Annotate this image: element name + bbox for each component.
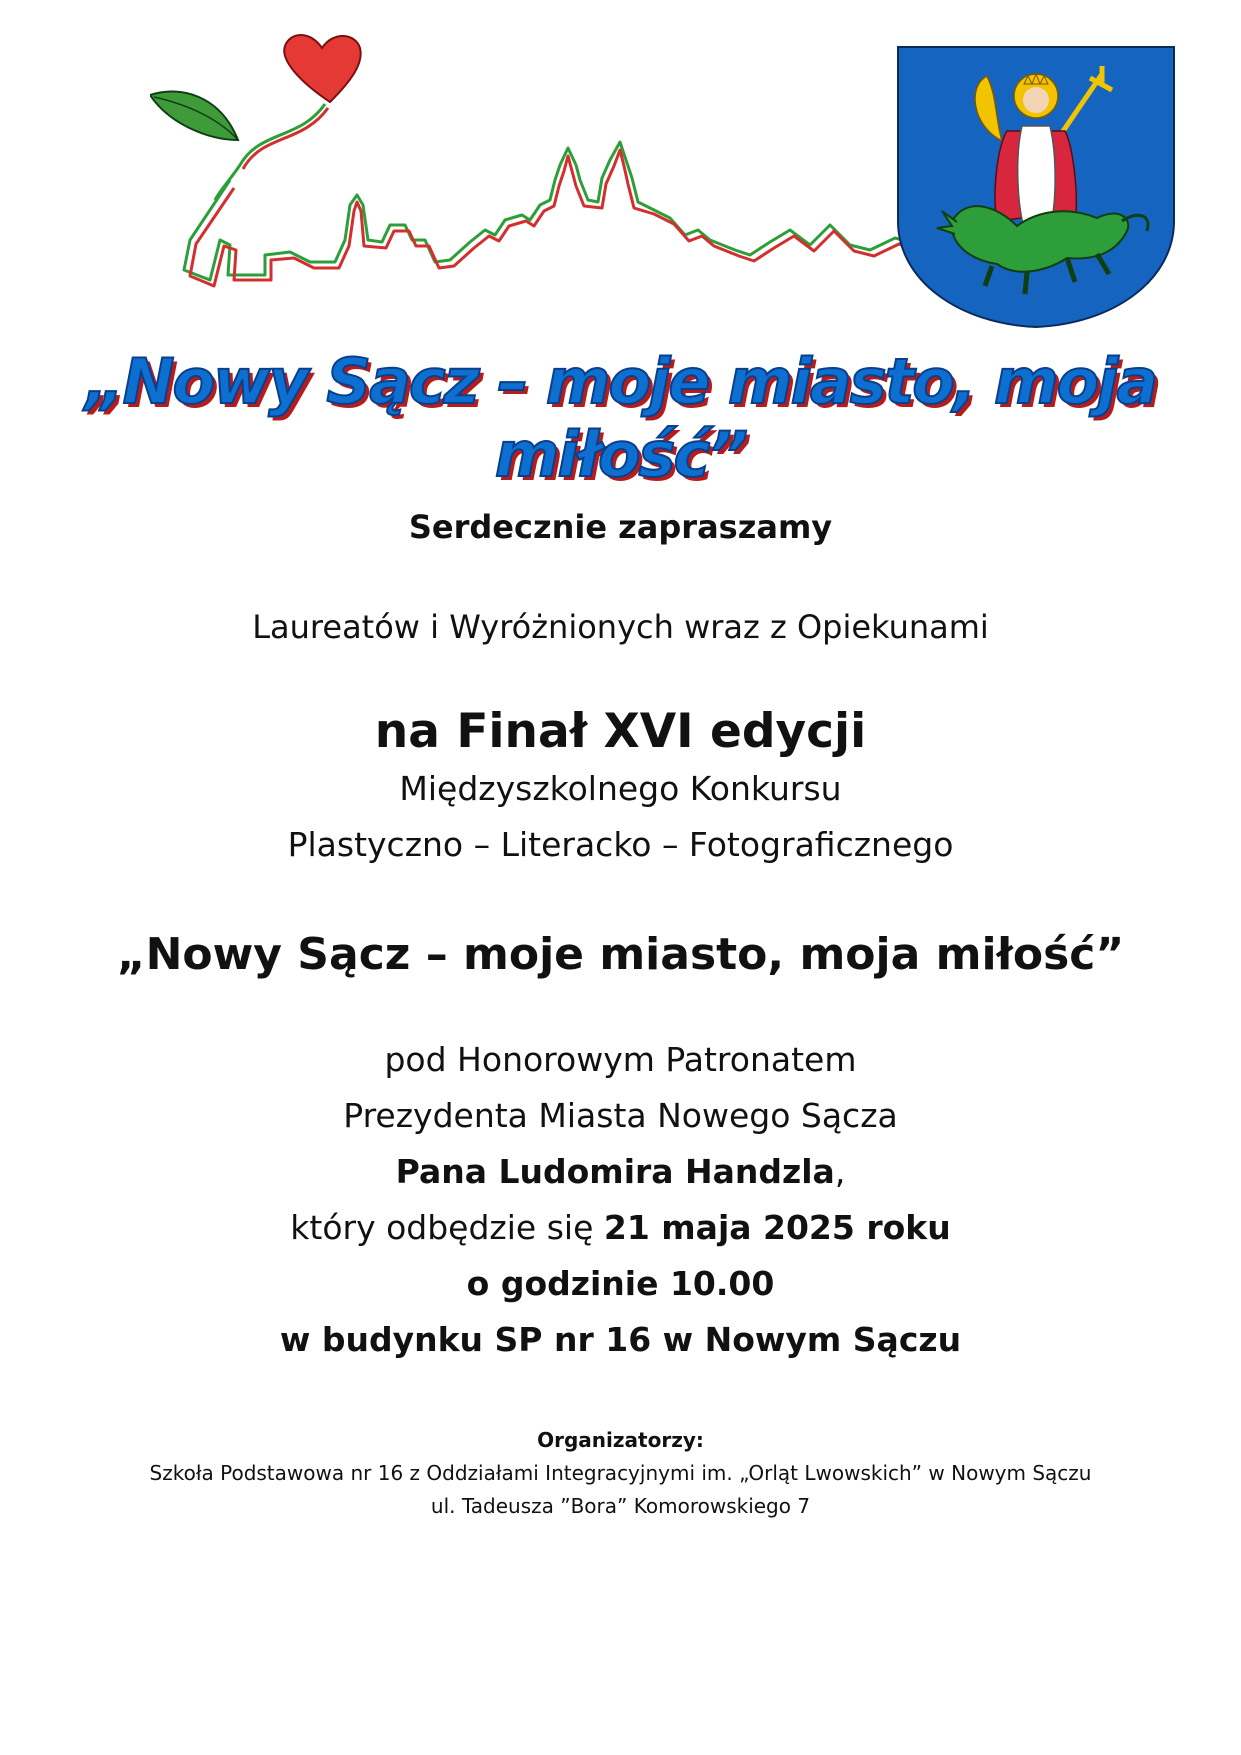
- patron-name: Pana Ludomira Handzla: [395, 1152, 835, 1191]
- date-prefix: który odbędzie się: [290, 1208, 604, 1247]
- patron-comma: ,: [834, 1152, 846, 1191]
- contest-title: „Nowy Sącz – moje miasto, moja miłość”: [116, 929, 1125, 980]
- event-time: o godzinie 10.00: [466, 1264, 775, 1303]
- laureates-line: Laureatów i Wyróżnionych wraz z Opiekunami: [252, 608, 989, 646]
- heart-icon: [284, 35, 360, 102]
- organizer-address: ul. Tadeusza ”Bora” Komorowskiego 7: [430, 1494, 811, 1518]
- patronage-line-1: pod Honorowym Patronatem: [384, 1040, 857, 1079]
- organizers-heading: Organizatorzy:: [537, 1428, 704, 1452]
- invitation-body: [0, 508, 1241, 1523]
- header: [0, 0, 1241, 491]
- organizer-school: Szkoła Podstawowa nr 16 z Oddziałami Integracyjnymi im. „Orląt Lwowskich” w Nowym Sączu: [149, 1461, 1092, 1485]
- final-heading: na Finał XVI edycji: [374, 704, 867, 759]
- event-venue: w budynku SP nr 16 w Nowym Sączu: [279, 1320, 962, 1359]
- date-line: [0, 1200, 1241, 1256]
- patronage-line-2: Prezydenta Miasta Nowego Sącza: [343, 1096, 898, 1135]
- contest-line-2: Plastyczno – Literacko – Fotograficznego: [287, 825, 954, 864]
- nowy-sacz-coat-of-arms: [897, 46, 1175, 328]
- contest-line-1: Międzyszkolnego Konkursu: [399, 769, 842, 808]
- slogan-banner: „Nowy Sącz – moje miasto, moja miłość”: [84, 345, 1157, 491]
- heart-flower-skyline-logo: [150, 30, 950, 330]
- invite-line: Serdecznie zapraszamy: [408, 508, 833, 546]
- patron-line: [0, 1144, 1241, 1200]
- event-date: 21 maja 2025 roku: [603, 1208, 951, 1247]
- organizers-block: [0, 1424, 1241, 1523]
- city-skyline: [184, 142, 914, 286]
